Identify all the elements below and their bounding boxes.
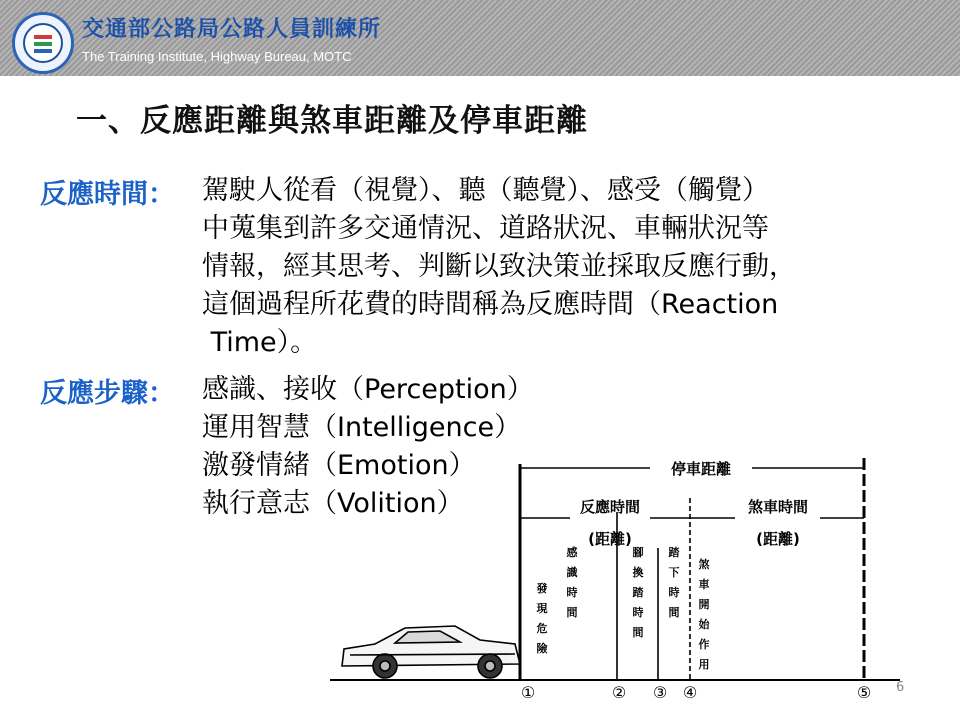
phase-label-perceive: 感識時間: [566, 546, 578, 619]
marker-labels: [521, 683, 871, 702]
marker-3: ③: [652, 683, 668, 702]
institute-logo: [12, 12, 74, 74]
slide-title: 一、反應距離與煞車距離及停車距離: [76, 103, 588, 139]
logo-emblem: [23, 23, 63, 63]
definition-line: 中蒐集到許多交通情況、道路狀況、車輛狀況等: [202, 213, 769, 244]
logo-stripe-green: [34, 42, 52, 46]
header-banner: [0, 0, 960, 76]
definition-line: Time）。: [202, 327, 318, 358]
reaction-time-heading: 反應時間: [579, 498, 641, 516]
step-item: 運用智慧（Intelligence）: [202, 412, 522, 443]
institute-title: 交通部公路局公路人員訓練所: [82, 17, 382, 42]
marker-5: ⑤: [856, 683, 872, 702]
logo-stripe-blue: [34, 49, 52, 53]
reaction-steps-label: 反應步驟：: [40, 378, 175, 409]
braking-time-heading: 煞車時間: [747, 498, 809, 516]
definition-line: 情報，經其思考、判斷以致決策並採取反應行動，: [202, 251, 796, 282]
page-number: 6: [896, 680, 905, 695]
step-item: 執行意志（Volition）: [202, 488, 464, 519]
reaction-time-definition: [202, 172, 922, 362]
stopping-distance-label: 停車距離: [670, 460, 732, 478]
phase-label-switch: 腳換踏時間: [632, 546, 644, 639]
logo-stripe-red: [34, 35, 52, 39]
marker-4: ④: [682, 683, 698, 702]
definition-line: 這個過程所花費的時間稱為反應時間（Reaction: [202, 289, 779, 320]
marker-1: ①: [520, 683, 536, 702]
phase-label-brake-start: 煞車開始作用: [698, 558, 710, 671]
definition-line: 駕駛人從看（視覺）、聽（聽覺）、感受（觸覺）: [202, 175, 769, 206]
step-item: 感識、接收（Perception）: [202, 374, 534, 405]
step-item: 激發情緒（Emotion）: [202, 450, 476, 481]
phase-label-press: 踏下時間: [668, 546, 680, 619]
institute-subtitle: The Training Institute, Highway Bureau, MOTC: [82, 49, 352, 64]
reaction-time-label: 反應時間：: [40, 179, 175, 210]
stopping-distance-diagram: [320, 452, 920, 702]
braking-distance-heading: (距離): [756, 530, 800, 548]
car-illustration: [342, 626, 520, 678]
marker-2: ②: [611, 683, 627, 702]
reaction-distance-heading: (距離): [588, 530, 632, 548]
phase-label-detect: 發現危險: [536, 582, 548, 655]
phase-labels: [537, 545, 711, 671]
